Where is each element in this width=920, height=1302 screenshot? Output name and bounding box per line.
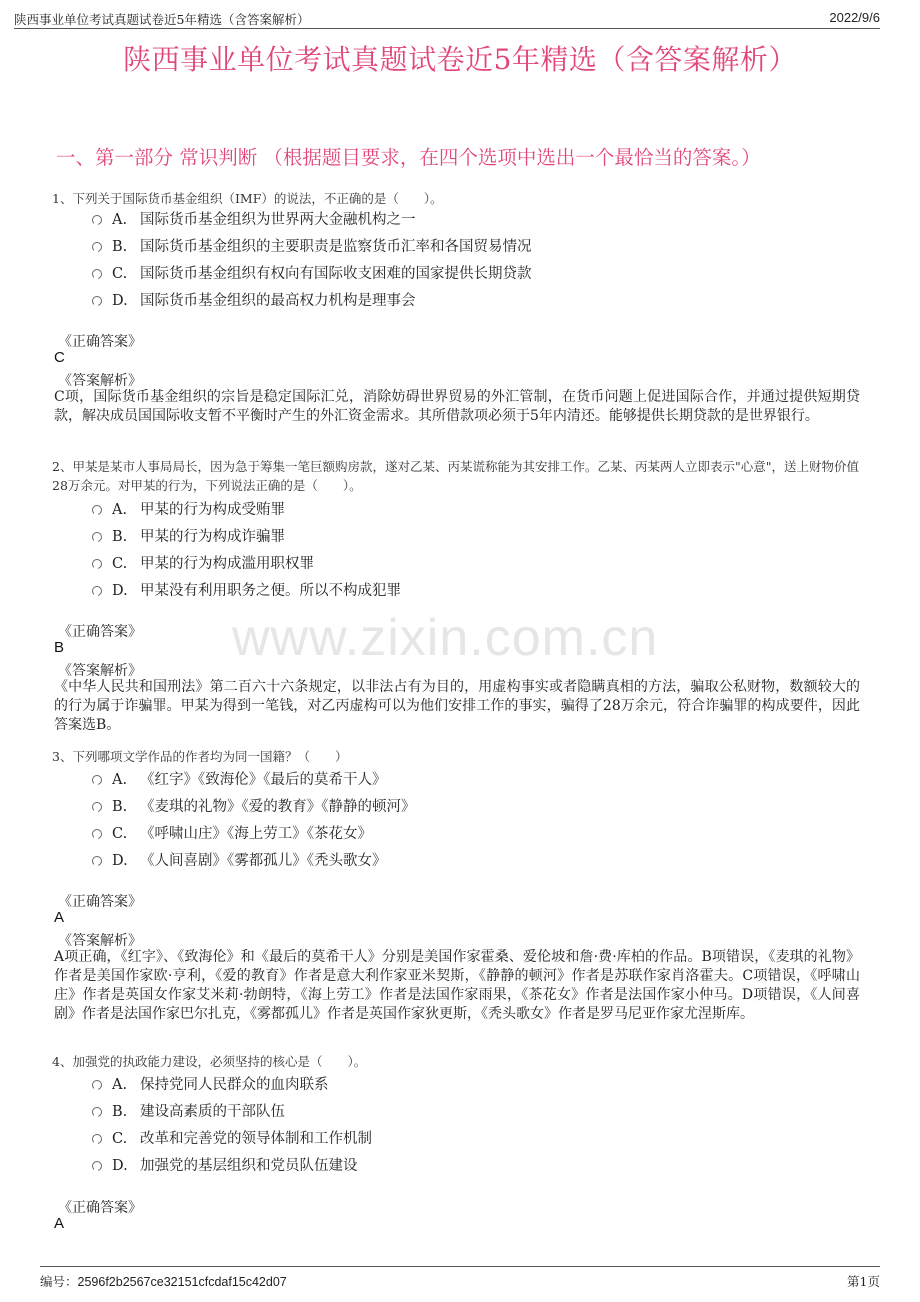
radio-icon[interactable]	[92, 505, 102, 515]
radio-icon[interactable]	[92, 215, 102, 225]
document-code: 编号：2596f2b2567ce32151cfcdaf15c42d07	[40, 1274, 287, 1289]
option-b[interactable]: B. 建设高素质的干部队伍	[92, 1100, 285, 1121]
analysis-label: 《答案解析》	[58, 933, 142, 949]
correct-answer: A	[54, 909, 65, 926]
page-header	[14, 8, 880, 29]
question-stem: 2、甲某是某市人事局局长，因为急于筹集一笔巨额购房款，遂对乙某、丙某谎称能为其安排工作。乙某、丙某两人立即表示"心意"，送上财物价值28万余元。对甲某的行为，下列说法正确的是（ ）。	[52, 459, 859, 493]
correct-answer-label: 《正确答案》	[58, 624, 142, 640]
section-heading: 一、第一部分 常识判断 （根据题目要求，在四个选项中选出一个最恰当的答案。）	[56, 146, 761, 169]
watermark: www.zixin.com.cn	[232, 609, 659, 667]
option-c[interactable]: C. 国际货币基金组织有权向有国际收支困难的国家提供长期贷款	[92, 262, 532, 283]
option-b[interactable]: B. 《麦琪的礼物》《爱的教育》《静静的顿河》	[92, 795, 416, 816]
option-d[interactable]: D. 加强党的基层组织和党员队伍建设	[92, 1154, 358, 1175]
correct-answer: C	[54, 349, 65, 366]
correct-answer: A	[54, 1215, 65, 1232]
radio-icon[interactable]	[92, 802, 102, 812]
option-c[interactable]: C. 《呼啸山庄》《海上劳工》《茶花女》	[92, 822, 372, 843]
radio-icon[interactable]	[92, 775, 102, 785]
radio-icon[interactable]	[92, 296, 102, 306]
analysis-label: 《答案解析》	[58, 373, 142, 389]
correct-answer-label: 《正确答案》	[58, 334, 142, 350]
radio-icon[interactable]	[92, 829, 102, 839]
correct-answer-label: 《正确答案》	[58, 894, 142, 910]
question-stem: 4、加强党的执政能力建设，必须坚持的核心是（ ）。	[52, 1054, 367, 1069]
header-date: 2022/9/6	[829, 10, 880, 25]
option-d[interactable]: D. 甲某没有利用职务之便。所以不构成犯罪	[92, 579, 401, 600]
option-b[interactable]: B. 甲某的行为构成诈骗罪	[92, 525, 285, 546]
option-a[interactable]: A. 《红字》《致海伦》《最后的莫希干人》	[92, 768, 387, 789]
radio-icon[interactable]	[92, 1080, 102, 1090]
analysis-text: C项，国际货币基金组织的宗旨是稳定国际汇兑，消除妨碍世界贸易的外汇管制，在货币问题上促进国际合作，并通过提供短期贷款，解决成员国国际收支暂不平衡时产生的外汇资金需求。其所借款项必须于5年内清还。能够提供长期贷款的是世界银行。	[54, 389, 860, 424]
option-c[interactable]: C. 甲某的行为构成滥用职权罪	[92, 552, 314, 573]
radio-icon[interactable]	[92, 559, 102, 569]
radio-icon[interactable]	[92, 242, 102, 252]
radio-icon[interactable]	[92, 1107, 102, 1117]
page-number: 第1页	[847, 1274, 880, 1289]
header-doc-title: 陕西事业单位考试真题试卷近5年精选（含答案解析）	[14, 12, 310, 27]
option-a[interactable]: A. 保持党同人民群众的血肉联系	[92, 1073, 329, 1094]
option-a[interactable]: A. 国际货币基金组织为世界两大金融机构之一	[92, 208, 416, 229]
radio-icon[interactable]	[92, 269, 102, 279]
option-d[interactable]: D. 国际货币基金组织的最高权力机构是理事会	[92, 289, 416, 310]
question-stem: 1、下列关于国际货币基金组织（IMF）的说法，不正确的是（ ）。	[52, 191, 443, 206]
question-stem: 3、下列哪项文学作品的作者均为同一国籍？（ ）	[52, 749, 348, 764]
page-footer	[40, 1266, 880, 1291]
option-b[interactable]: B. 国际货币基金组织的主要职责是监察货币汇率和各国贸易情况	[92, 235, 532, 256]
analysis-text: A项正确，《红字》、《致海伦》和《最后的莫希干人》分别是美国作家霍桑、爱伦坡和詹·费·库柏的作品。B项错误，《麦琪的礼物》作者是美国作家欧·亨利，《爱的教育》作者是意大利作家亚米契斯，《静静的顿河》作者是苏联作家肖洛霍夫。C项错误，《呼啸山庄》作者是英国女作家艾米莉·勃朗特，《海上劳工》作者是法国作家雨果，《茶花女》作者是法国作家小仲马。D项错误，《人间喜剧》作者是法国作家巴尔扎克，《雾都孤儿》作者是英国作家狄更斯，《秃头歌女》作者是罗马尼亚作家尤涅斯库。	[54, 949, 860, 1022]
correct-answer: B	[54, 639, 65, 656]
radio-icon[interactable]	[92, 1134, 102, 1144]
radio-icon[interactable]	[92, 532, 102, 542]
analysis-text: 《中华人民共和国刑法》第二百六十六条规定，以非法占有为目的，用虚构事实或者隐瞒真相的方法，骗取公私财物，数额较大的的行为属于诈骗罪。甲某为得到一笔钱，对乙丙虚构可以为他们安排工作的事实，骗得了28万余元，符合诈骗罪的构成要件，因此答案选B。	[54, 679, 860, 733]
radio-icon[interactable]	[92, 856, 102, 866]
document-title: 陕西事业单位考试真题试卷近5年精选（含答案解析）	[123, 43, 797, 76]
radio-icon[interactable]	[92, 1161, 102, 1171]
option-d[interactable]: D. 《人间喜剧》《雾都孤儿》《秃头歌女》	[92, 849, 387, 870]
radio-icon[interactable]	[92, 586, 102, 596]
option-a[interactable]: A. 甲某的行为构成受贿罪	[92, 498, 285, 519]
correct-answer-label: 《正确答案》	[58, 1200, 142, 1216]
option-c[interactable]: C. 改革和完善党的领导体制和工作机制	[92, 1127, 372, 1148]
analysis-label: 《答案解析》	[58, 663, 142, 679]
